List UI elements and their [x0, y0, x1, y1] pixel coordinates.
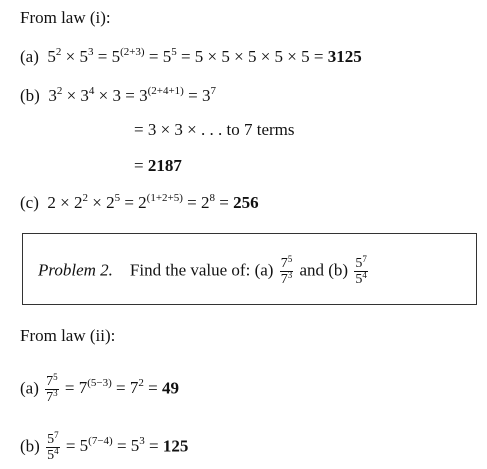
term: $2^8$ [200, 192, 215, 212]
label-a: (a) [20, 47, 39, 66]
law1-equation-b: (b) $3^2 \times 3^4 \times 3 = 3^{(2+4+1)} = 3^7$ [20, 85, 216, 105]
fraction-b: $\frac{5^7}{5^4}$ [355, 254, 367, 287]
result-c: 256 [233, 193, 259, 212]
law1-equation-b-line3: = 2187 [134, 156, 182, 175]
label-c: (c) [20, 193, 39, 212]
term: $5^{(7-4)}$ [79, 435, 113, 456]
term: $3^4$ [80, 85, 95, 105]
law2-heading: From law (ii): [20, 326, 116, 345]
label-a: (a) [20, 378, 39, 398]
law1-heading: From law (i): [20, 8, 111, 27]
problem-box [22, 233, 477, 305]
fraction: $\frac{5^7}{5^4}$ [47, 430, 59, 463]
term: $7^2$ [129, 377, 144, 398]
label-b: (b) [20, 436, 40, 456]
term: $2^2$ [73, 192, 88, 212]
term: $3^7$ [201, 85, 216, 105]
law1-equation-a: (a) $5^2 \times 5^3 = 5^{(2+3)} = 5^5 = 5 \times 5 \times 5 \times 5 \times 5 = 3125$ [20, 46, 362, 66]
term: $5^2$ [47, 46, 62, 66]
term: $3^2$ [48, 85, 63, 105]
result-b: 2187 [147, 156, 182, 175]
term: $2^{(1+2+5)}$ [138, 192, 183, 212]
problem-conj: and (b) [299, 260, 349, 280]
law2-equation-b: (b) $\frac{5^7}{5^4}$ = $5^{(7-4)} = 5^3 = 125$ [20, 430, 189, 463]
fraction-a: $\frac{7^5}{7^3}$ [280, 254, 293, 287]
term: 2 [47, 193, 56, 212]
law1-equation-c: (c) $2 \times 2^2 \times 2^5 = 2^{(1+2+5)} = 2^8 = 256$ [20, 192, 259, 212]
result-a: 3125 [327, 47, 362, 66]
law2-equation-a: (a) $\frac{7^5}{7^3}$ = $7^{(5-3)} = 7^2 = 49$ [20, 372, 179, 405]
result-b: 125 [162, 436, 189, 456]
term: $5^{(2+3)}$ [111, 46, 145, 66]
term: 3 [112, 86, 122, 105]
problem-text: Find the value of: (a) [129, 260, 274, 280]
expansion: 5 × 5 × 5 × 5 × 5 [194, 47, 310, 66]
term: $7^{(5-3)}$ [78, 377, 112, 398]
term: $3^{(2+4+1)}$ [139, 85, 184, 105]
term: $5^5$ [162, 46, 177, 66]
result-a: 49 [161, 378, 179, 398]
term: $2^5$ [106, 192, 121, 212]
fraction: $\frac{7^5}{7^3}$ [46, 372, 58, 405]
term: $5^3$ [79, 46, 94, 66]
label-b: (b) [20, 86, 40, 105]
problem-title: Problem 2. [38, 260, 113, 280]
law1-equation-b-line2: = 3 × 3 × . . . to 7 terms [134, 120, 295, 139]
term: $5^3$ [130, 435, 145, 456]
problem-statement [38, 256, 370, 287]
